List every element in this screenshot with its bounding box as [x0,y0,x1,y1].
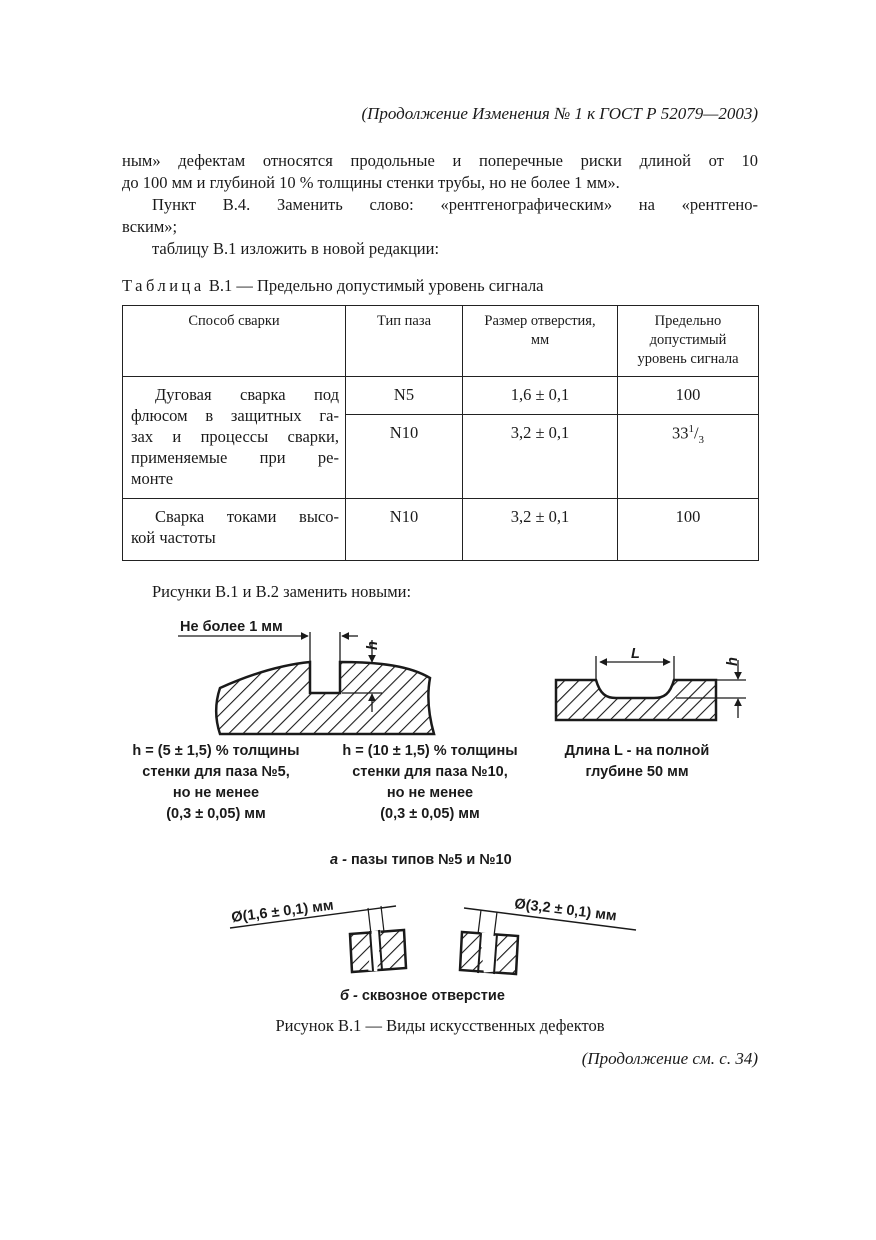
desc-line: (0,3 ± 0,05) мм [166,806,266,822]
cell-level: $33^1/_3$ [618,415,759,499]
cell-groove: N10 [346,499,463,561]
cell-line: зах и процессы сварки, [131,427,339,446]
desc-line: h = (5 ± 1,5) % толщины [132,743,300,759]
figure-caption: Рисунок В.1 — Виды искусственных дефектов [275,1016,605,1035]
level-denominator: 3 [698,433,705,446]
desc-line: (0,3 ± 0,05) мм [380,806,480,822]
max-width-label: Не более 1 мм [180,619,283,635]
h-label: h [725,657,741,666]
paragraph-line: вским»; [122,217,178,236]
desc-line: стенки для паза №5, [142,764,290,780]
desc-line: глубине 50 мм [585,764,689,780]
header-line: мм [530,332,550,348]
cell-groove: N10 [346,415,463,499]
cell-line: Сварка токами высо- [155,507,339,526]
header-line: Предельно [654,313,722,329]
cell-size: 3,2 ± 0,1 [463,415,618,499]
cell-size: 3,2 ± 0,1 [463,499,618,561]
paragraph-line: до 100 мм и глубиной 10 % толщины стенки трубы, но не более 1 мм». [122,173,620,192]
diameter-label-small: Ø(1,6 ± 0,1) мм [230,897,335,926]
header-line: допустимый [649,332,727,348]
desc-line: h = (10 ± 1,5) % толщины [342,743,518,759]
paragraph-line: таблицу В.1 изложить в новой редакции: [152,239,440,258]
desc-line: но не менее [172,785,260,801]
subcaption-text: пазы типов №5 и №10 [346,852,512,868]
extension-line [478,910,481,934]
subcaption-a [330,852,512,868]
desc-line: Длина L - на полной [564,743,710,759]
subcaption-b [340,988,505,1004]
groove-n10-description [324,741,536,825]
figures-intro: Рисунки В.1 и В.2 заменить новыми: [152,582,412,601]
header-groove: Тип паза [346,306,463,377]
page-header: (Продолжение Изменения № 1 к ГОСТ Р 52079—2003) [361,104,758,123]
header-method: Способ сварки [123,306,346,377]
cell-level: 100 [618,499,759,561]
table-caption-label: Таблица [122,276,205,295]
flat-wall-section [556,680,716,720]
desc-line: но не менее [386,785,474,801]
desc-line: стенки для паза №10, [352,764,508,780]
subcaption-text: сквозное отверстие [357,988,505,1004]
groove-n5-description [112,741,320,825]
cell-groove: N5 [346,377,463,415]
cell-line: Дуговая сварка под [155,385,339,404]
diameter-label-large: Ø(3,2 ± 0,1) мм [513,896,618,925]
level-numerator: 1 [688,423,694,435]
header-line: уровень сигнала [637,351,739,367]
subcaption-letter: а - [330,852,347,868]
extension-line [368,908,371,934]
cell-size: 1,6 ± 0,1 [463,377,618,415]
cell-line: монте [131,469,174,488]
cell-line: применяемые при ре- [131,448,339,467]
pipe-wall-section [216,662,434,734]
subcaption-letter: б - [340,988,358,1004]
cell-line: флюсом в защитных га- [131,406,339,425]
header-line: Размер отверстия, [484,313,596,329]
cell-line: кой частоты [131,528,216,547]
L-label: L [631,646,640,662]
table-caption-text: В.1 — Предельно допустимый уровень сигнала [204,276,544,295]
groove-n5-drawing [178,619,434,734]
page-footer: (Продолжение см. с. 34) [581,1049,758,1068]
hole-small-drawing [230,898,406,972]
extension-line [381,906,384,932]
groove-long-drawing [556,646,746,720]
paragraph-line: Пункт В.4. Заменить слово: «рентгенографическим» на «рентгено- [152,195,758,214]
cell-level: 100 [618,377,759,415]
groove-length-description [542,741,732,783]
paragraph-line: ным» дефектам относятся продольные и поперечные риски длиной от 10 [122,151,758,170]
h-label: h [365,641,381,650]
level-whole: 33 [671,423,689,443]
hole-large-drawing [460,896,636,974]
extension-line [494,912,497,936]
